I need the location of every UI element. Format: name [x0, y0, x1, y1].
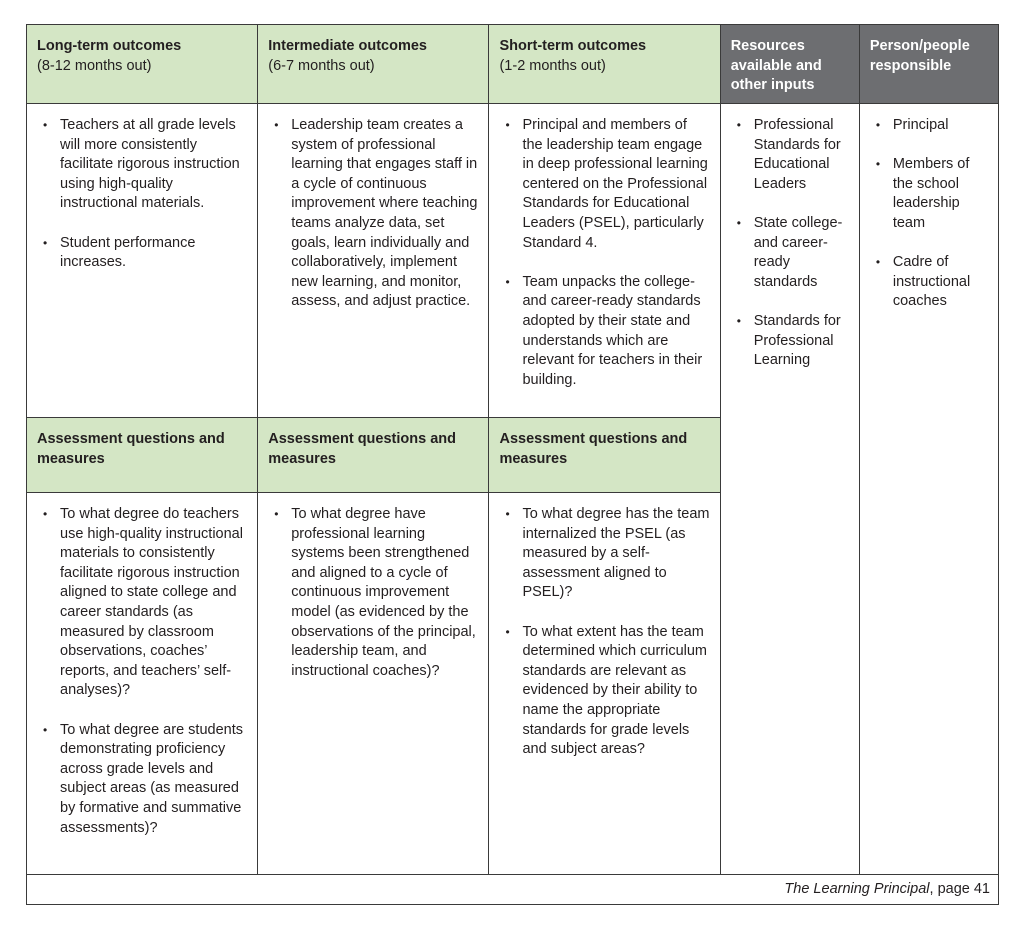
page-number: , page 41: [929, 881, 990, 897]
assessment-header: [258, 418, 489, 493]
assessment-item: • To what degree are students demonstrating proficiency across grade levels and subject areas (as measured by formative and summative assessments)?: [60, 721, 247, 839]
person-item: • Principal: [893, 116, 988, 136]
page-footer: [26, 875, 999, 905]
header-title: Long-term outcomes: [37, 38, 182, 54]
persons-cell: [859, 104, 998, 875]
header-long-term: [27, 25, 258, 104]
assessment-header-title: Assessment questions and measures: [37, 431, 225, 467]
assessment-header-title: Assessment questions and measures: [268, 431, 456, 467]
header-title: Short-term outcomes: [499, 38, 647, 54]
assessment-item: • To what degree has the team internalized the PSEL (as measured by a self-assessment aligned to PSEL)?: [522, 505, 709, 603]
intermediate-outcomes-cell: [258, 104, 489, 418]
long-term-assessment-cell: [27, 493, 258, 875]
header-title: Intermediate outcomes: [268, 38, 427, 54]
outcome-item: • Student performance increases.: [60, 234, 247, 273]
header-row: [27, 25, 999, 104]
outcomes-row: [27, 104, 999, 418]
short-term-assessment-cell: [489, 493, 720, 875]
person-item: • Cadre of instructional coaches: [893, 253, 988, 312]
resource-item: • Standards for Professional Learning: [754, 312, 849, 371]
assessment-item: • To what extent has the team determined which curriculum standards are relevant as evidenced by their ability to name the appropriate standards for grade levels and subject areas?: [522, 623, 709, 760]
header-persons: [859, 25, 998, 104]
header-timeframe: (6-7 months out): [268, 57, 375, 74]
header-resources: [720, 25, 859, 104]
resource-item: • Professional Standards for Educational Leaders: [754, 116, 849, 194]
assessment-header-title: Assessment questions and measures: [499, 431, 688, 467]
header-timeframe: (1-2 months out): [499, 57, 606, 74]
outcome-item: • Team unpacks the college- and career-ready standards adopted by their state and understands which are relevant for teachers in their building.: [522, 273, 709, 391]
header-title: Resources available and other inputs: [730, 38, 822, 93]
assessment-item: • To what degree do teachers use high-quality instructional materials to consistently facilitate rigorous instruction aligned to state college and career standards (as measured by classroom observations, coaches’ reports, and teachers’ self-analyses)?: [60, 505, 247, 701]
book-title: The Learning Principal: [784, 881, 930, 897]
assessment-item: • To what degree have professional learning systems been strengthened and aligned to a cycle of continuous improvement model (as evidenced by the observations of the principal, leadership team, and instructional coaches)?: [291, 505, 478, 681]
assessment-header: [27, 418, 258, 493]
header-title: Person/people responsible: [869, 38, 970, 74]
resource-item: • State college- and career-ready standards: [754, 214, 849, 292]
logic-model-table: [26, 24, 999, 875]
assessment-header: [489, 418, 720, 493]
long-term-outcomes-cell: [27, 104, 258, 418]
header-intermediate: [258, 25, 489, 104]
logic-model: [26, 24, 999, 905]
outcome-item: • Leadership team creates a system of professional learning that engages staff in a cycle of continuous improvement where teaching teams analyze data, set goals, learn individually and collaboratively, implement new learning, and monitor, assess, and adjust practice.: [291, 116, 478, 312]
short-term-outcomes-cell: [489, 104, 720, 418]
person-item: • Members of the school leadership team: [893, 155, 988, 233]
outcome-item: • Principal and members of the leadership team engage in deep professional learning centered on the Professional Standards for Educational Leaders (PSEL), particularly Standard 4.: [522, 116, 709, 253]
intermediate-assessment-cell: [258, 493, 489, 875]
header-short-term: [489, 25, 720, 104]
header-timeframe: (8-12 months out): [37, 57, 152, 74]
resources-cell: [720, 104, 859, 875]
outcome-item: • Teachers at all grade levels will more consistently facilitate rigorous instruction using high-quality instructional materials.: [60, 116, 247, 214]
